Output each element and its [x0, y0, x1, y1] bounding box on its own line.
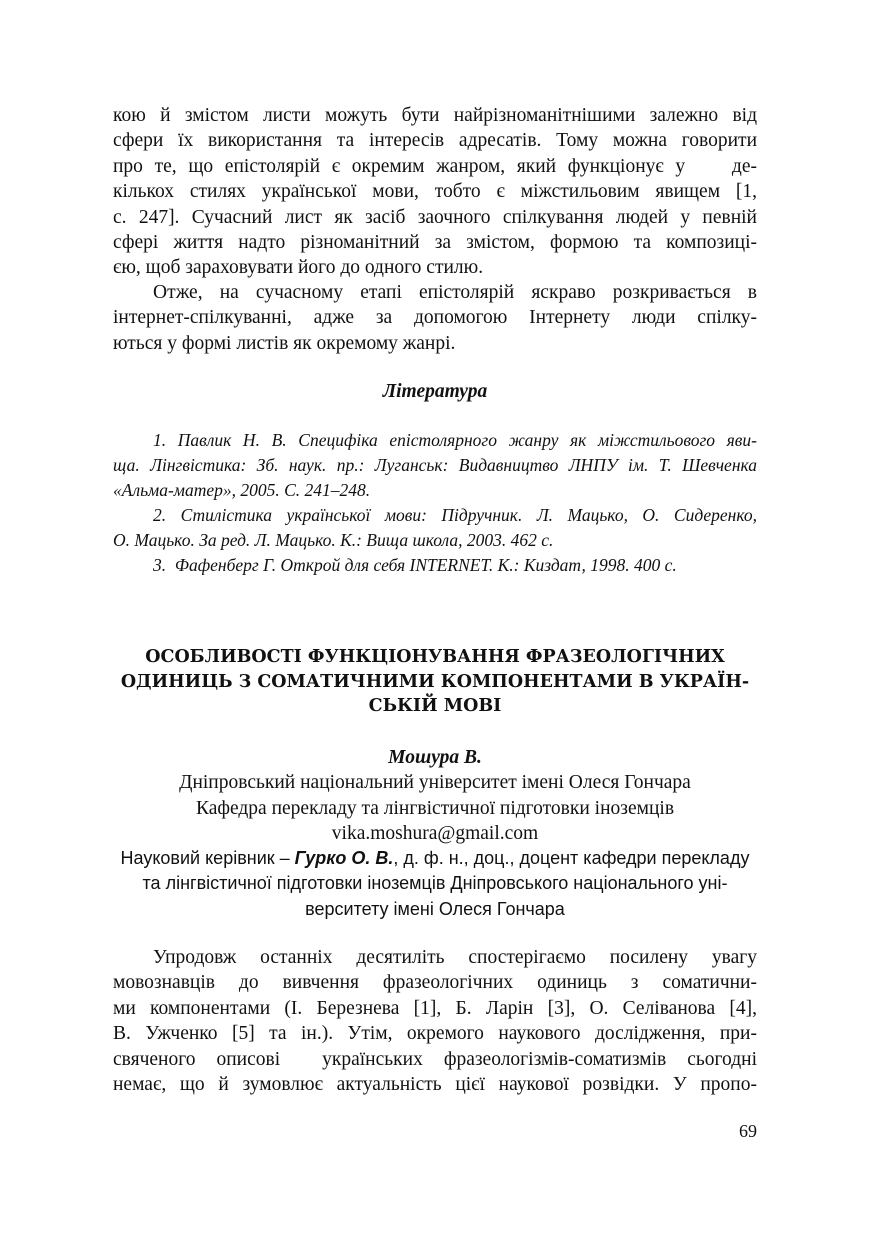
supervisor-block: [113, 846, 757, 922]
references-heading-wrap: [113, 379, 757, 404]
reference-line: О. Мацько. За ред. Л. Мацько. К.: Вища школа, 2003. 462 с.: [113, 530, 554, 550]
title-line: ОДИНИЦЬ З СОМАТИЧНИМИ КОМПОНЕНТАМИ В УКРАЇН-: [120, 671, 750, 692]
text-line: інтернет-спілкуванні, адже за допомогою Інтернету люди спілку-: [113, 307, 757, 329]
reference-line: 2. Стилістика української мови: Підручник. Л. Мацько, О. Сидеренко,: [153, 505, 757, 525]
author-email: vika.moshura@gmail.com: [331, 823, 539, 845]
text-line: свяченого описові українських фразеологізмів-соматизмів сьогодні: [113, 1048, 757, 1070]
reference-line: ща. Лінгвістика: Зб. наук. пр.: Луганськ: Видавництво ЛНПУ ім. Т. Шевченка: [113, 455, 757, 475]
title-line: СЬКІЙ МОВІ: [368, 696, 502, 716]
affiliation-line: Дніпровський національний університет імені Олеся Гончара: [179, 772, 691, 794]
text-line: кою й змістом листи можуть бути найрізноманітнішими залежно від: [113, 105, 757, 126]
supervisor-line: та лінгвістичної підготовки іноземців Дніпровського національного уні-: [142, 873, 728, 894]
text-line: Упродовж останніх десятиліть спостерігаємо посилену увагу: [153, 947, 757, 968]
author-block: [113, 745, 757, 847]
text-line: сфері життя надто різноманітний за змістом, формою та композиці-: [113, 231, 757, 253]
text-line: ми компонентами (І. Березнева [1], Б. Ларін [3], О. Селіванова [4],: [113, 997, 757, 1019]
text-line: ються у формі листів як окремому жанрі.: [113, 332, 456, 354]
supervisor-line: [113, 846, 757, 871]
article-title: [113, 645, 757, 719]
references-list: [113, 428, 757, 578]
text-line: сфери їх використання та інтересів адресатів. Тому можна говорити: [113, 130, 757, 152]
affiliation-line: Кафедра перекладу та лінгвістичної підготовки іноземців: [195, 797, 675, 819]
text-line: В. Ужченко [5] та ін.). Утім, окремого наукового дослідження, при-: [113, 1023, 757, 1045]
paragraph-3: [113, 945, 757, 1097]
supervisor-name: Гурко О. В.: [294, 848, 394, 868]
text-line: єю, щоб зараховувати його до одного стилю.: [113, 257, 484, 279]
supervisor-title: , д. ф. н., доц., доцент кафедри перекладу: [393, 848, 750, 868]
text-line: про те, що епістолярій є окремим жанром, який функціонує у де-: [113, 155, 757, 177]
page-number: 69: [739, 1121, 757, 1141]
references-heading: Література: [382, 381, 488, 402]
title-line: ОСОБЛИВОСТІ ФУНКЦІОНУВАННЯ ФРАЗЕОЛОГІЧНИХ: [145, 647, 725, 667]
text-line: кількох стилях української мови, тобто є міжстильовим явищем [1,: [113, 181, 757, 203]
supervisor-line: верситету імені Олеся Гончара: [305, 898, 565, 919]
paragraph-1: [113, 103, 757, 281]
text-line: мовознавців до вивчення фразеологічних одиниць з соматични-: [113, 972, 757, 994]
reference-line: «Альма-матер», 2005. С. 241–248.: [113, 480, 371, 500]
text-line: с. 247]. Сучасний лист як засіб заочного спілкування людей у певній: [113, 206, 757, 228]
paragraph-2: [113, 280, 757, 356]
supervisor-prefix: Науковий керівник –: [120, 848, 295, 868]
reference-line: 3. Фафенберг Г. Открой для себя INTERNET. К.: Киздат, 1998. 400 с.: [153, 555, 677, 575]
reference-line: 1. Павлик Н. В. Специфіка епістолярного жанру як міжстильового яви-: [153, 430, 757, 450]
text-line: Отже, на сучасному етапі епістолярій яскраво розкривається в: [153, 282, 757, 303]
text-line: немає, що й зумовлює актуальність цієї наукової розвідки. У пропо-: [113, 1073, 757, 1095]
author-name: Мошура В.: [388, 747, 482, 768]
